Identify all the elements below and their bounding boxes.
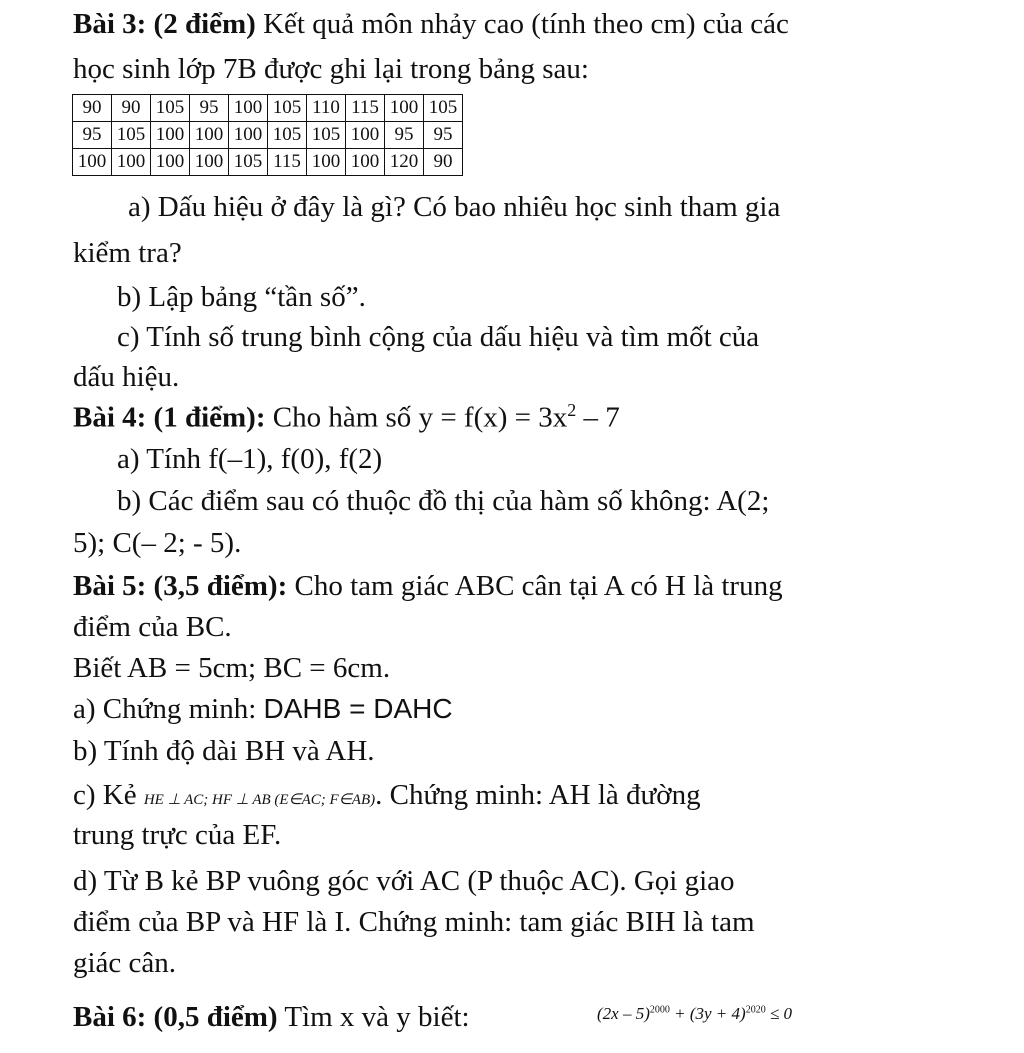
bai3-intro-line1 xyxy=(73,7,789,42)
table-cell: 100 xyxy=(151,122,190,149)
bai4-heading: Bài 4: (1 điểm): xyxy=(73,401,266,434)
table-cell: 95 xyxy=(190,95,229,122)
bai4-question-a: a) Tính f(–1), f(0), f(2) xyxy=(117,443,383,475)
table-cell: 115 xyxy=(268,149,307,176)
bai5-question-c-line2: trung trực của EF. xyxy=(73,819,282,851)
scores-table xyxy=(72,94,463,176)
bai5-question-c-line1 xyxy=(73,778,701,813)
table-cell: 105 xyxy=(229,149,268,176)
bai3-question-c-line1: c) Tính số trung bình cộng của dấu hiệu và tìm mốt của xyxy=(117,321,760,353)
bai6-term1: (2x – 5) xyxy=(597,1004,650,1023)
bai6-term2: + (3y + 4) xyxy=(669,1004,746,1023)
bai5-heading: Bài 5: (3,5 điểm): xyxy=(73,570,288,602)
table-cell: 100 xyxy=(151,149,190,176)
table-cell: 100 xyxy=(229,95,268,122)
table-cell: 120 xyxy=(385,149,424,176)
bai6-inequality xyxy=(597,1004,792,1024)
table-cell: 105 xyxy=(112,122,151,149)
bai4-question-b-line2: 5); C(– 2; - 5). xyxy=(73,527,242,559)
bai4-exponent: 2 xyxy=(567,400,577,420)
bai3-question-c-line2: dấu hiệu. xyxy=(73,361,180,393)
bai5-question-b: b) Tính độ dài BH và AH. xyxy=(73,735,375,767)
bai6-tail: ≤ 0 xyxy=(765,1004,793,1023)
bai6-exp2: 2020 xyxy=(745,1004,766,1016)
table-cell: 105 xyxy=(268,122,307,149)
table-cell: 90 xyxy=(73,95,112,122)
bai6-heading: Bài 6: (0,5 điểm) xyxy=(73,1001,278,1033)
table-cell: 100 xyxy=(112,149,151,176)
bai3-question-a-line1: a) Dấu hiệu ở đây là gì? Có bao nhiêu học sinh tham gia xyxy=(128,191,781,223)
bai5-question-d-line3: giác cân. xyxy=(73,947,177,979)
bai5-question-c-label: c) Kẻ xyxy=(73,779,144,811)
table-cell: 105 xyxy=(307,122,346,149)
table-cell: 100 xyxy=(73,149,112,176)
bai5-given: Biết AB = 5cm; BC = 6cm. xyxy=(73,652,391,684)
table-row xyxy=(73,95,463,122)
bai4-function: y = f(x) = 3x xyxy=(418,401,568,434)
table-cell: 90 xyxy=(424,149,463,176)
table-cell: 105 xyxy=(151,95,190,122)
table-row xyxy=(73,149,463,176)
table-cell: 100 xyxy=(346,122,385,149)
bai6-exp1: 2000 xyxy=(649,1004,670,1016)
table-cell: 100 xyxy=(346,149,385,176)
bai3-question-a-line2: kiểm tra? xyxy=(73,237,182,269)
bai3-heading: Bài 3: (2 điểm) xyxy=(73,8,256,40)
bai6-intro xyxy=(73,1000,470,1035)
bai4-function-tail: – 7 xyxy=(576,401,620,434)
bai3-intro-line2: học sinh lớp 7B được ghi lại trong bảng sau: xyxy=(73,53,589,85)
bai4-question-b-line1: b) Các điểm sau có thuộc đồ thị của hàm số không: A(2; xyxy=(117,485,770,517)
table-cell: 110 xyxy=(307,95,346,122)
bai5-question-a-expr: DAHB = DAHC xyxy=(263,693,453,724)
bai6-intro-text: Tìm x và y biết: xyxy=(277,1001,470,1033)
bai5-question-d-line2: điểm của BP và HF là I. Chứng minh: tam giác BIH là tam xyxy=(73,906,755,938)
bai4-intro xyxy=(73,400,620,435)
table-cell: 100 xyxy=(190,122,229,149)
bai3-intro-text: Kết quả môn nhảy cao (tính theo cm) của các xyxy=(255,8,789,40)
table-cell: 95 xyxy=(424,122,463,149)
table-cell: 100 xyxy=(307,149,346,176)
bai5-question-c-rest: . Chứng minh: AH là đường xyxy=(375,779,701,811)
table-cell: 95 xyxy=(73,122,112,149)
bai4-intro-text: Cho hàm số xyxy=(265,401,419,434)
bai5-question-d-line1: d) Từ B kẻ BP vuông góc với AC (P thuộc AC). Gọi giao xyxy=(73,865,735,897)
table-cell: 105 xyxy=(268,95,307,122)
bai3-question-b: b) Lập bảng “tần số”. xyxy=(117,281,366,313)
bai5-intro-line2: điểm của BC. xyxy=(73,611,232,643)
table-cell: 115 xyxy=(346,95,385,122)
table-cell: 100 xyxy=(190,149,229,176)
bai5-question-a-label: a) Chứng minh: xyxy=(73,693,264,725)
table-cell: 95 xyxy=(385,122,424,149)
table-cell: 105 xyxy=(424,95,463,122)
bai5-intro-text: Cho tam giác ABC cân tại A có H là trung xyxy=(287,570,783,602)
table-row xyxy=(73,122,463,149)
table-cell: 90 xyxy=(112,95,151,122)
table-cell: 100 xyxy=(385,95,424,122)
table-cell: 100 xyxy=(229,122,268,149)
bai5-question-c-condition: HE ⊥ AC; HF ⊥ AB (E∈AC; F∈AB) xyxy=(143,792,376,808)
bai5-intro-line1 xyxy=(73,569,783,604)
bai5-question-a xyxy=(73,692,453,727)
